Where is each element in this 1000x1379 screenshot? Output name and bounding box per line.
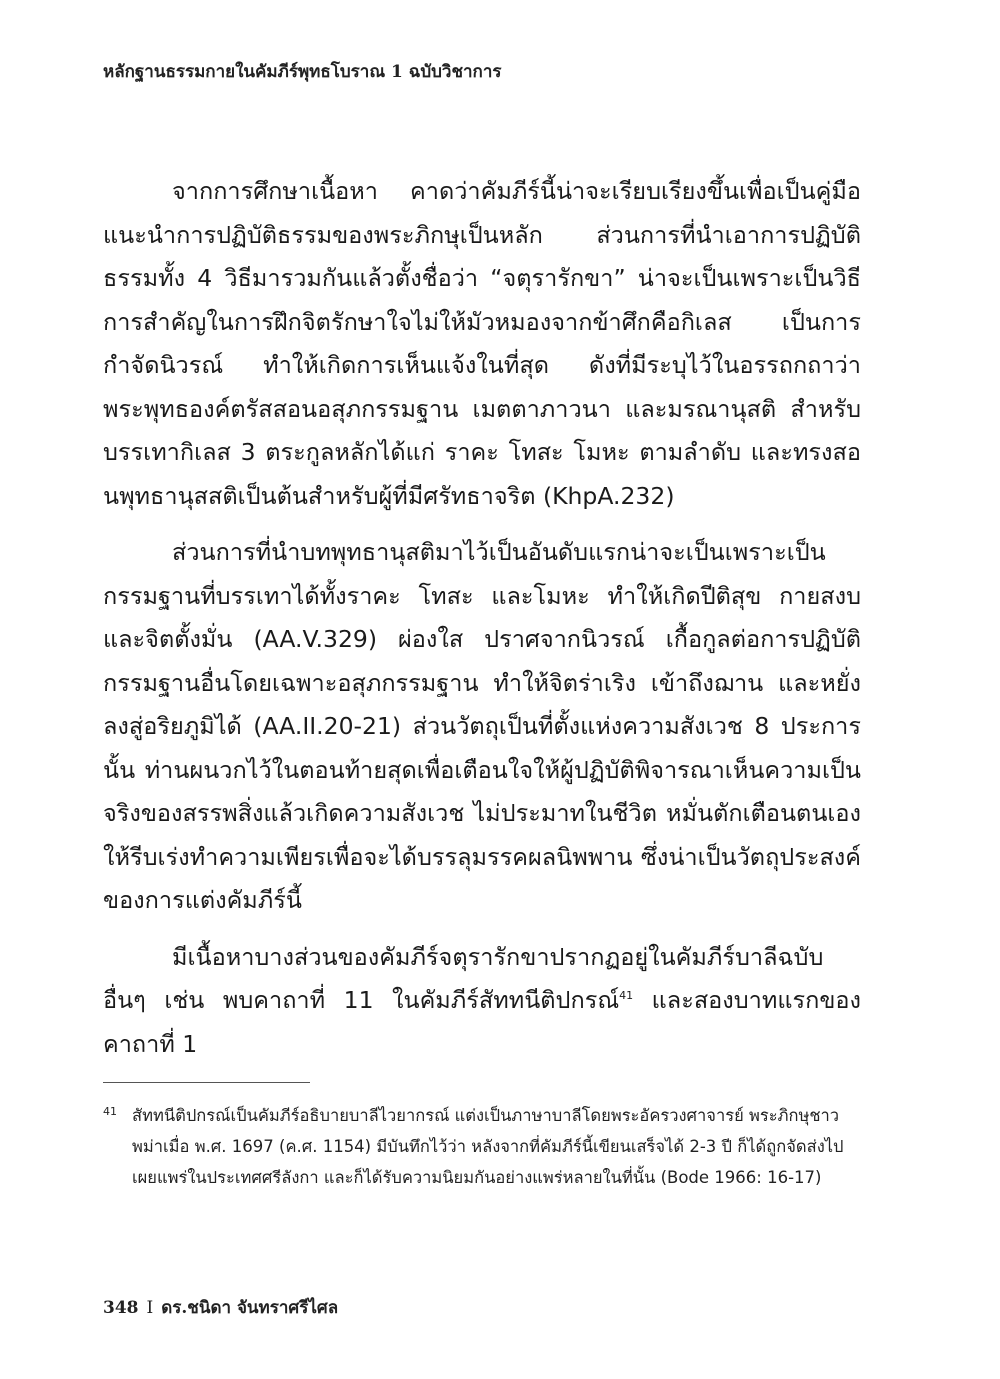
main-text	[103, 170, 861, 1066]
paragraph-2: ส่วนการที่นำบทพุทธานุสติมาไว้เป็นอันดับแรกน่าจะเป็นเพราะเป็นกรรมฐานที่บรรเทาได้ทั้งราคะ โทสะ และโมหะ ทำให้เกิดปีติสุข กายสงบ และจิตตั้งมั่น (AA.V.329) ผ่องใส ปราศจากนิวรณ์ เกื้อกูลต่อการปฏิบัติกรรมฐานอื่นโดยเฉพาะอสุภกรรมฐาน ทำให้จิตร่าเริง เข้าถึงฌาน และหยั่งลงสู่อริยภูมิได้ (AA.II.20-21) ส่วนวัตถุเป็นที่ตั้งแห่งความสังเวช 8 ประการนั้น ท่านผนวกไว้ในตอนท้ายสุดเพื่อเตือนใจให้ผู้ปฏิบัติพิจารณาเห็นความเป็นจริงของสรรพสิ่งแล้วเกิดความสังเวช ไม่ประมาทในชีวิต หมั่นตักเตือนตนเองให้รีบเร่งทำความเพียรเพื่อจะได้บรรลุมรรคผลนิพพาน ซึ่งน่าเป็นวัตถุประสงค์ของการแต่งคัมภีร์นี้	[103, 538, 861, 914]
author-name: ดร.ชนิดา จันทราศรีไศล	[161, 1298, 339, 1318]
running-header: หลักฐานธรรมกายในคัมภีร์พุทธโบราณ 1 ฉบับวิชาการ	[103, 62, 502, 82]
page-number: 348	[103, 1298, 139, 1318]
paragraph-3-text-before: มีเนื้อหาบางส่วนของคัมภีร์จตุรารักขาปรากฏอยู่ในคัมภีร์บาลีฉบับอื่นๆ เช่น พบคาถาที่ 11 ในคัมภีร์สัททนีติปกรณ์	[103, 942, 824, 1014]
footnote-reference: 41	[619, 989, 634, 1003]
paragraph-1: จากการศึกษาเนื้อหา คาดว่าคัมภีร์นี้น่าจะเรียบเรียงขึ้นเพื่อเป็นคู่มือแนะนำการปฏิบัติธรรมของพระภิกษุเป็นหลัก ส่วนการที่นำเอาการปฏิบัติธรรมทั้ง 4 วิธีมารวมกันแล้วตั้งชื่อว่า “จตุรารักขา” น่าจะเป็นเพราะเป็นวิธีการสำคัญในการฝึกจิตรักษาใจไม่ให้มัวหมองจากข้าศึกคือกิเลส เป็นการกำจัดนิวรณ์ ทำให้เกิดการเห็นแจ้งในที่สุด ดังที่มีระบุไว้ในอรรถกถาว่า พระพุทธองค์ตรัสสอนอสุภกรรมฐาน เมตตาภาวนา และมรณานุสติ สำหรับบรรเทากิเลส 3 ตระกูลหลักได้แก่ ราคะ โทสะ โมหะ ตามลำดับ และทรงสอนพุทธานุสสติเป็นต้นสำหรับผู้ที่มีศรัทธาจริต (KhpA.232)	[103, 177, 861, 510]
footer-separator: I	[146, 1298, 154, 1318]
footnote	[103, 1100, 863, 1193]
footnote-number: 41	[103, 1105, 117, 1118]
paragraph-3-text-after: และสองบาทแรกของคาถาที่ 1	[103, 986, 862, 1058]
footnote-divider	[103, 1082, 310, 1083]
page-footer	[103, 1294, 338, 1321]
paragraph-3	[103, 936, 861, 1067]
footnote-text: สัททนีติปกรณ์เป็นคัมภีร์อธิบายบาลีไวยากรณ์ แต่งเป็นภาษาบาลีโดยพระอัครวงศาจารย์ พระภิกษุชาวพม่าเมื่อ พ.ศ. 1697 (ค.ศ. 1154) มีบันทึกไว้ว่า หลังจากที่คัมภีร์นี้เขียนเสร็จได้ 2-3 ปี ก็ได้ถูกจัดส่งไปเผยแพร่ในประเทศศรีลังกา และก็ได้รับความนิยมกันอย่างแพร่หลายในที่นั้น (Bode 1966: 16-17)	[132, 1106, 844, 1187]
